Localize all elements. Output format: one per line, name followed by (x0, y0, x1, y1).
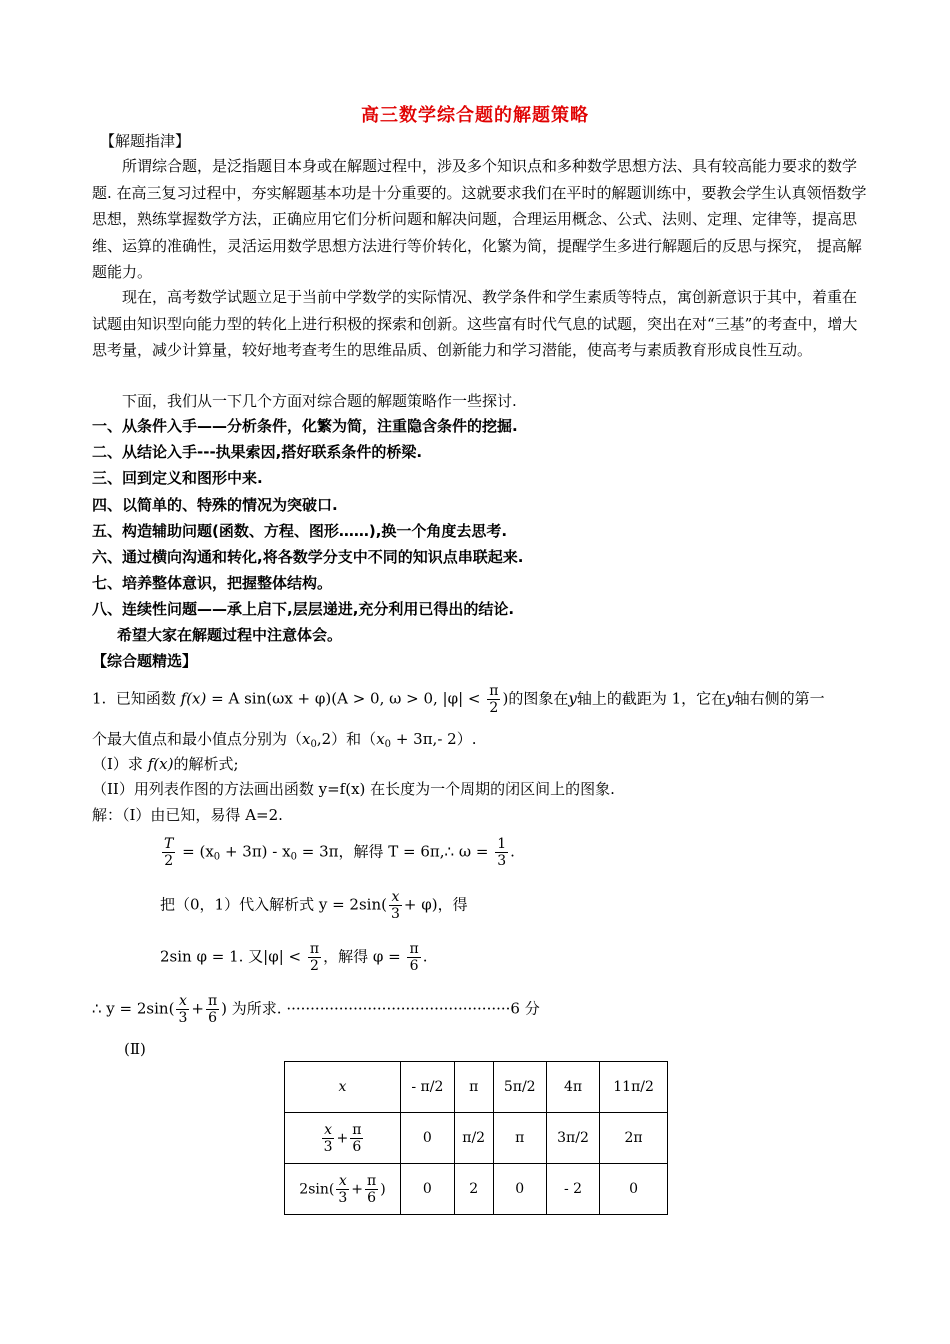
solution-conclusion: ∴ y = 2sin( $\frac{x}{3}$ + $\frac{\pi}{6}$ ) 为所求. ···············································6 分 (92, 993, 540, 1026)
solution-intro: 解：（Ⅰ）由已知，易得 A=2. (92, 806, 283, 824)
table-cell: 2π (600, 1113, 668, 1164)
strategy-6: 六、通过横向沟通和转化,将各数学分支中不同的知识点串联起来. (92, 548, 524, 566)
strategy-1: 一、从条件入手——分析条件，化繁为简，注重隐含条件的挖掘. (92, 417, 518, 435)
strategy-5: 五、构造辅助问题(函数、方程、图形……),换一个角度去思考. (92, 522, 508, 540)
solution-substitution: 把（0，1）代入解析式 y = 2sin( $\frac{x}{3}$ + φ)，得 (160, 889, 468, 922)
table-row (285, 1062, 668, 1113)
table-cell: 2 (454, 1164, 493, 1215)
table-cell: π (454, 1062, 493, 1113)
strategy-3: 三、回到定义和图形中来. (92, 469, 263, 487)
solution-part-2: (Ⅱ) (124, 1040, 146, 1058)
strategy-4: 四、以简单的、特殊的情况为突破口. (92, 496, 338, 514)
table-cell: π/2 (454, 1113, 493, 1164)
table-cell: 0 (493, 1164, 546, 1215)
table-row-label-function: 2sin( $\frac{x}{3}$ + $\frac{\pi}{6}$ ) (285, 1164, 401, 1215)
table-row-label-argument: $\frac{x}{3}$ + $\frac{\pi}{6}$ (285, 1113, 401, 1164)
problem-question-1: （I）求 f(x)的解析式; (92, 755, 239, 773)
pi-over-2-fraction: $\frac{\pi}{2}$ (489, 683, 499, 716)
closing-note: 希望大家在解题过程中注意体会。 (117, 626, 343, 644)
table-cell: - 2 (546, 1164, 599, 1215)
problem-line-2: 个最大值点和最小值点分别为$(x_0,2)$和（$x_0 + 3\pi,-$ 2）. (92, 730, 477, 750)
table-cell: - π/2 (401, 1062, 455, 1113)
value-table (284, 1061, 668, 1215)
solution-equation-period: $\frac{T}{2}$ = $(x_0 + 3\pi) - x_0 = 3\pi$，解得 T = 6π,∴ ω = $\frac{1}{3}$ . (164, 836, 515, 869)
table-cell: 0 (600, 1164, 668, 1215)
table-cell: π (493, 1113, 546, 1164)
table-cell: 4π (546, 1062, 599, 1113)
guide-heading: 【解题指津】 (100, 132, 191, 150)
guide-paragraph-1: 所谓综合题，是泛指题目本身或在解题过程中，涉及多个知识点和多种数学思想方法、具有较高能力要求的数学题. 在高三复习过程中，夯实解题基本功是十分重要的。这就要求我们在平时的解题训练中，要教会学生认真领悟数学思想，熟练掌握数学方法，正确应用它们分析问题和解决问题，合理运用概念、公式、法则、定理、定律等，提高思维、运算的准确性，灵活运用数学思想方法进行等价转化，化繁为简，提醒学生多进行解题后的反思与探究， 提高解题能力。 (92, 157, 867, 281)
problem-question-2: （II）用列表作图的方法画出函数 y=f(x) 在长度为一个周期的闭区间上的图象. (92, 780, 615, 798)
solution-phi: 2sin φ = 1. 又|φ| < $\frac{\pi}{2}$ ，解得 φ = $\frac{\pi}{6}$ . (160, 941, 428, 974)
table-cell: 5π/2 (493, 1062, 546, 1113)
table-row-label-x: x (285, 1062, 401, 1113)
table-cell: 0 (401, 1164, 455, 1215)
selected-heading: 【综合题精选】 (92, 652, 198, 670)
guide-paragraph-2: 现在，高考数学试题立足于当前中学数学的实际情况、教学条件和学生素质等特点，寓创新意识于其中，着重在试题由知识型向能力型的转化上进行积极的探索和创新。这些富有时代气息的试题，突出在对“三基”的考查中，增大思考量，减少计算量，较好地考查考生的思维品质、创新能力和学习潜能，使高考与素质教育形成良性互动。 (92, 288, 858, 359)
problem-line-1: 1. 已知函数 f(x) = A sin(ωx + φ)(A > 0, ω > 0, |φ| < $\frac{\pi}{2}$ )的图象在y轴上的截距为 1，它在y轴右侧的第一 (92, 683, 825, 716)
page-title: 高三数学综合题的解题策略 (361, 105, 589, 126)
strategy-7: 七、培养整体意识，把握整体结构。 (92, 574, 333, 592)
table-cell: 0 (401, 1113, 455, 1164)
table-row (285, 1164, 668, 1215)
table-row (285, 1113, 668, 1164)
strategy-2: 二、从结论入手---执果索因,搭好联系条件的桥梁. (92, 443, 423, 461)
strategy-8: 八、连续性问题——承上启下,层层递进,充分利用已得出的结论. (92, 600, 515, 618)
guide-paragraph-3: 下面，我们从一下几个方面对综合题的解题策略作一些探讨. (122, 392, 517, 410)
table-cell: 3π/2 (546, 1113, 599, 1164)
table-cell: 11π/2 (600, 1062, 668, 1113)
